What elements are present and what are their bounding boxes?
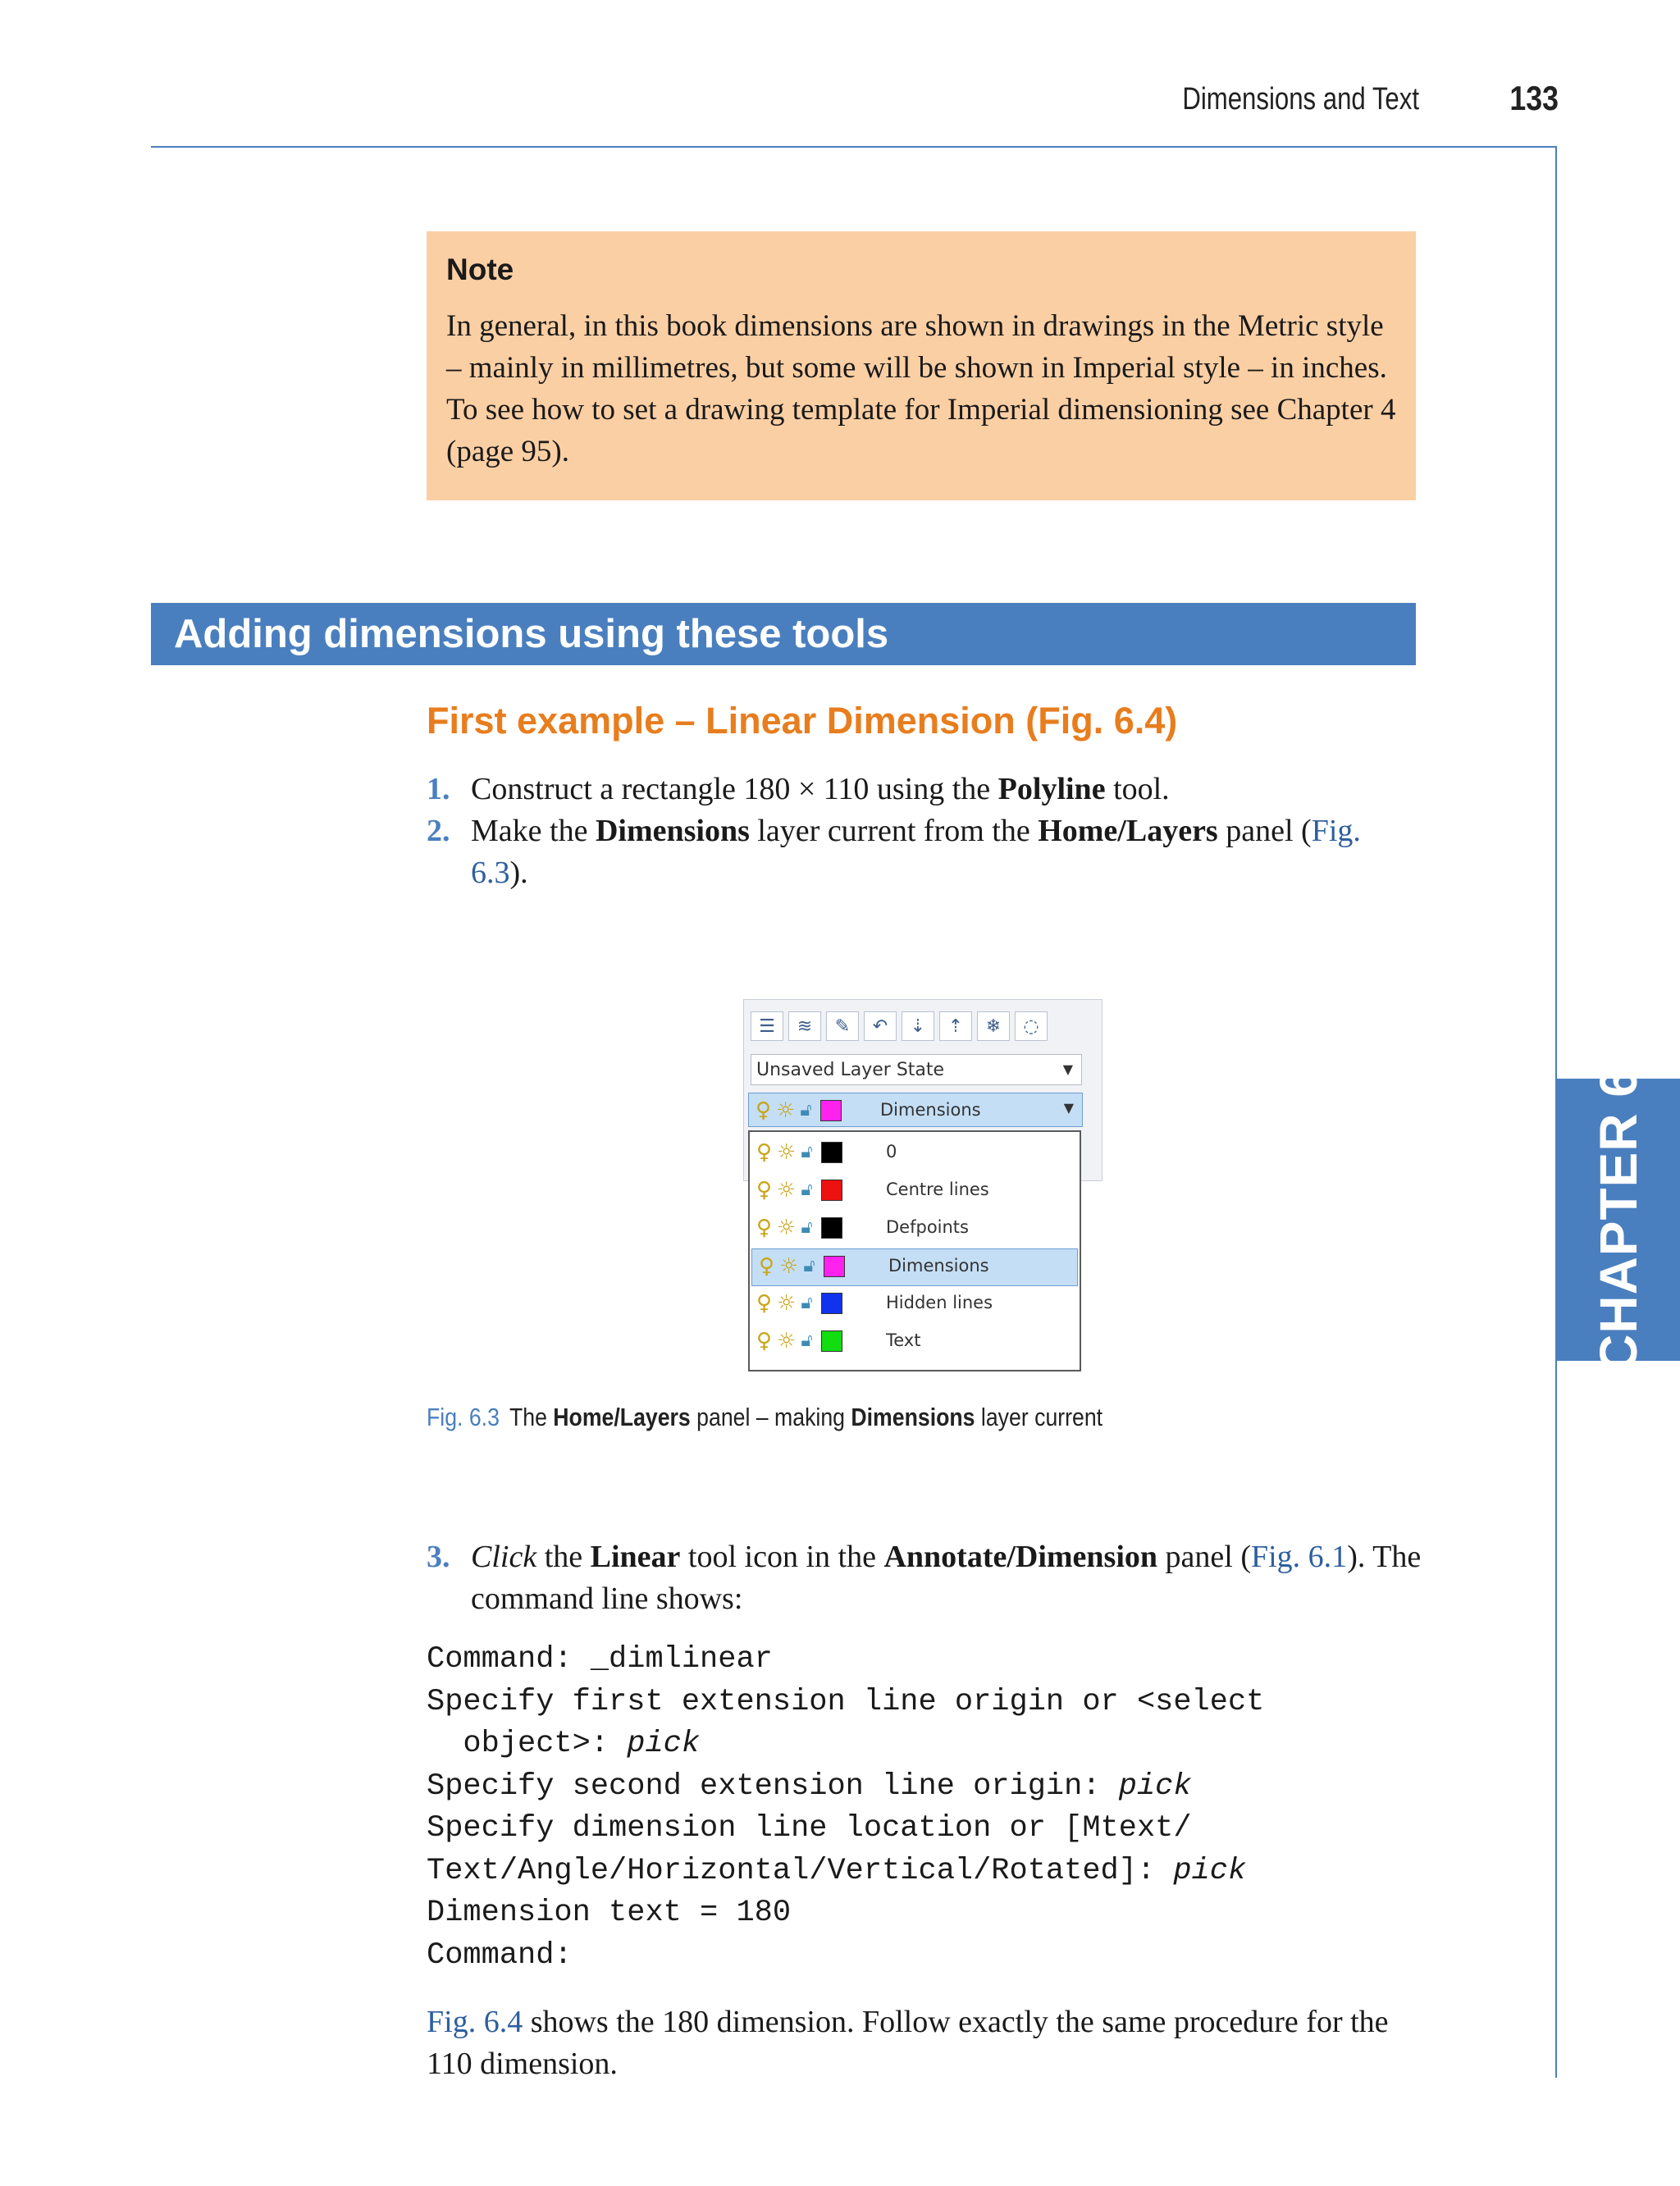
- layer-color-swatch: [821, 1180, 842, 1201]
- layer-color-swatch: [821, 1293, 842, 1314]
- lightbulb-icon: ♀: [756, 1140, 773, 1165]
- current-layer-select[interactable]: [748, 1093, 1083, 1127]
- closing-text: shows the 180 dimension. Follow exactly the same procedure for the 110 dimension.: [427, 2005, 1389, 2081]
- layer-row-hidden-lines[interactable]: [750, 1286, 1080, 1324]
- layer-name: Centre lines: [886, 1180, 989, 1199]
- lightbulb-icon: ♀: [756, 1098, 772, 1123]
- layer-row-0[interactable]: [750, 1135, 1080, 1173]
- layer-status-icons: [756, 1329, 842, 1353]
- layer-name: Text: [886, 1330, 921, 1350]
- command-line: Dimension text = 180: [427, 1896, 792, 1930]
- section-heading: Adding dimensions using these tools: [174, 612, 889, 656]
- layer-state-value: Unsaved Layer State: [756, 1060, 945, 1080]
- sun-icon: ☼: [777, 1178, 797, 1203]
- layer-row-text[interactable]: [750, 1324, 1080, 1362]
- layers-toolbar: [751, 1011, 1048, 1041]
- unlock-icon: 🔓︎: [801, 1293, 813, 1313]
- layer-status-icons: [756, 1291, 842, 1316]
- sun-icon: ☼: [776, 1098, 796, 1123]
- chapter-tab-label: CHAPTER 6: [1589, 1067, 1648, 1372]
- step-text: ). The command line shows:: [471, 1540, 1422, 1616]
- step-3: [427, 1536, 1436, 1620]
- step-text: Make the: [471, 814, 596, 848]
- unlock-icon: 🔓︎: [803, 1256, 815, 1276]
- command-line: Specify second extension line origin: pick: [427, 1768, 1192, 1804]
- layer-row-centre-lines[interactable]: [750, 1173, 1080, 1211]
- layer-color-swatch: [824, 1256, 845, 1277]
- caption-text: The: [509, 1403, 554, 1431]
- caption-bold-term: Home/Layers: [553, 1403, 691, 1431]
- chapter-tab: [1557, 1067, 1680, 1372]
- layer-properties-icon[interactable]: ☰: [751, 1011, 783, 1041]
- layer-color-swatch: [821, 1142, 842, 1163]
- sun-icon: ☼: [777, 1140, 797, 1165]
- sun-icon: ☼: [777, 1291, 797, 1316]
- step-text: panel (: [1157, 1540, 1251, 1574]
- chevron-down-icon: ▼: [1062, 1061, 1073, 1077]
- layer-name: 0: [886, 1142, 897, 1161]
- note-title: Note: [446, 253, 514, 286]
- unlock-icon: 🔓︎: [801, 1180, 813, 1200]
- unlock-icon: 🔓︎: [800, 1100, 812, 1120]
- step-bold-term: Annotate/Dimension: [883, 1540, 1158, 1574]
- step-bold-term: Home/Layers: [1038, 814, 1218, 848]
- step-2: [427, 810, 1436, 894]
- layer-name: Dimensions: [888, 1256, 989, 1276]
- caption-bold-term: Dimensions: [851, 1403, 975, 1431]
- command-line: Text/Angle/Horizontal/Vertical/Rotated]: pick: [427, 1853, 1247, 1888]
- note-text: In general, in this book dimensions are shown in drawings in the Metric style – mainly in millimetres, but some will be shown in Imperial style – in inches. To see how to set a drawing template for Imperial dimensioning see Chapter 4 (page 95).: [446, 309, 1396, 468]
- step-number: 3.: [427, 1540, 450, 1574]
- lightbulb-icon: ♀: [756, 1291, 773, 1316]
- layer-status-icons: [756, 1140, 842, 1165]
- layer-status-icons: [756, 1098, 842, 1123]
- layer-previous-icon[interactable]: ↶: [864, 1011, 897, 1041]
- step-text: layer current from the: [749, 814, 1039, 848]
- command-line: Specify dimension line location or [Mtext/: [427, 1811, 1192, 1846]
- subheading: First example – Linear Dimension (Fig. 6.4): [427, 700, 1178, 742]
- step-text: ).: [509, 856, 528, 890]
- sun-icon: ☼: [777, 1329, 797, 1353]
- page-number: 133: [1509, 79, 1559, 117]
- layer-isolate-icon[interactable]: ⇡: [939, 1011, 972, 1041]
- layer-states-icon[interactable]: ≋: [788, 1011, 821, 1041]
- step-bold-term: Dimensions: [595, 814, 750, 848]
- unlock-icon: 🔓︎: [801, 1142, 813, 1162]
- lightbulb-icon: ♀: [756, 1178, 773, 1203]
- running-title: Dimensions and Text: [1182, 82, 1419, 116]
- figure-link[interactable]: Fig. 6.3: [471, 814, 1361, 890]
- command-line: Specify first extension line origin or <select: [427, 1684, 1265, 1719]
- figure-link[interactable]: Fig. 6.4: [427, 2005, 523, 2039]
- command-line: Command:: [427, 1937, 573, 1973]
- layer-state-select[interactable]: [751, 1054, 1082, 1085]
- figure-link[interactable]: Fig. 6.1: [1250, 1540, 1348, 1574]
- step-number: 1.: [427, 772, 450, 806]
- lightbulb-icon: ♀: [756, 1329, 773, 1353]
- layer-color-swatch: [820, 1100, 842, 1121]
- step-text: the: [536, 1540, 591, 1574]
- layer-status-icons: [756, 1178, 842, 1203]
- step-text: tool.: [1105, 772, 1170, 806]
- lightbulb-icon: ♀: [759, 1254, 775, 1279]
- step-text: Construct a rectangle 180 × 110 using the: [471, 772, 998, 806]
- layers-panel-figure: [743, 999, 1101, 1373]
- section-banner: [151, 603, 1416, 665]
- sun-icon: ☼: [779, 1254, 799, 1279]
- unlock-icon: 🔓︎: [801, 1330, 813, 1351]
- layer-name: Defpoints: [886, 1217, 969, 1237]
- step-1: [427, 769, 1436, 810]
- step-number: 2.: [427, 814, 450, 848]
- closing-paragraph: [427, 2001, 1427, 2085]
- layer-match-icon[interactable]: ✎: [826, 1011, 859, 1041]
- header-rule: [151, 146, 1557, 148]
- command-line: object>: pick: [427, 1727, 701, 1761]
- layer-color-swatch: [821, 1217, 842, 1239]
- caption-text: layer current: [975, 1403, 1103, 1431]
- chevron-down-icon: ▼: [1063, 1100, 1074, 1116]
- layer-walk-icon[interactable]: ⇣: [902, 1011, 934, 1041]
- step-italic-term: Click: [471, 1540, 537, 1574]
- layer-status-icons: [756, 1216, 842, 1240]
- command-line: Command: _dimlinear: [427, 1642, 773, 1677]
- note-box: [427, 231, 1416, 500]
- caption-text: panel – making: [690, 1403, 851, 1431]
- figure-number: Fig. 6.3: [427, 1403, 500, 1431]
- lightbulb-icon: ♀: [756, 1216, 773, 1240]
- step-text: panel (: [1217, 814, 1312, 848]
- layer-status-icons: [759, 1254, 845, 1279]
- unlock-icon: 🔓︎: [801, 1217, 813, 1238]
- figure-caption: [427, 1403, 1102, 1432]
- step-bold-term: Linear: [590, 1540, 681, 1574]
- layer-freeze-icon[interactable]: ❄: [977, 1011, 1010, 1041]
- step-text: tool icon in the: [680, 1540, 884, 1574]
- current-layer-name: Dimensions: [880, 1100, 981, 1120]
- layer-row-dimensions[interactable]: [751, 1248, 1078, 1286]
- step-bold-term: Polyline: [998, 772, 1106, 806]
- layer-off-icon[interactable]: ◌: [1015, 1011, 1048, 1041]
- layer-color-swatch: [821, 1330, 842, 1352]
- layer-dropdown-list: [748, 1130, 1081, 1371]
- layer-row-defpoints[interactable]: [750, 1211, 1080, 1248]
- command-listing: [427, 1639, 1264, 1977]
- sun-icon: ☼: [777, 1216, 797, 1240]
- layer-name: Hidden lines: [886, 1293, 993, 1312]
